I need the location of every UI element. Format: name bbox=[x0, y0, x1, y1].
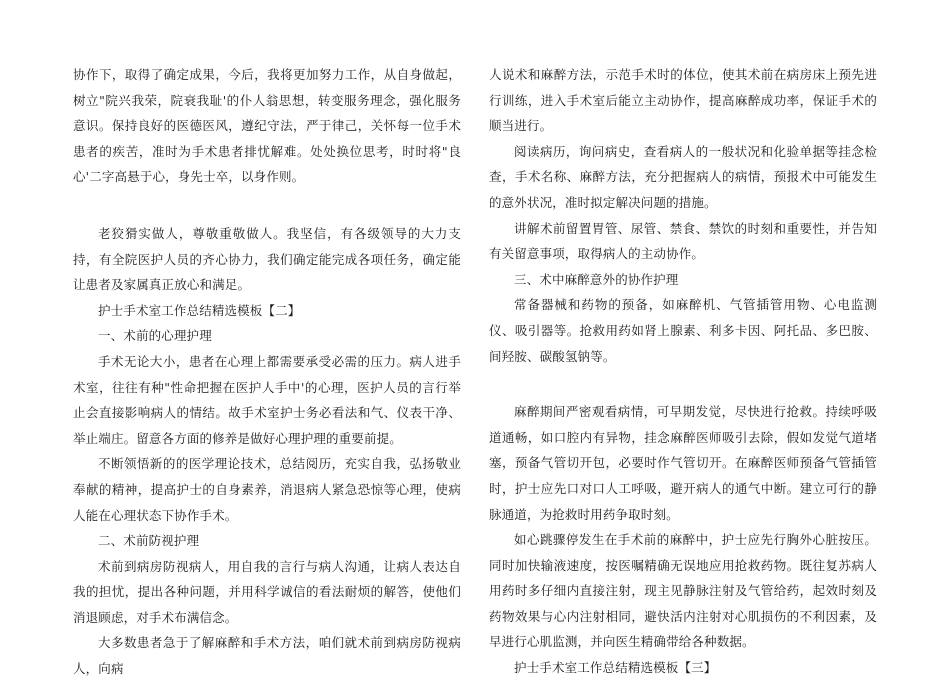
paragraph: 阅读病历，询问病史，查看病人的一般状况和化验单据等挂念检查，手术名称、麻醉方法，充分把握病人的病情，预报术中可能发生的意外状况，准时拟定解决问题的措施。 bbox=[489, 143, 877, 210]
paragraph: 老狡猾实做人，尊敬重敬做人。我坚信，有各级领导的大力支持，有全院医护人员的齐心协力，我们确定能完成各项任务，确定能让患者及家属真正放心和满足。 bbox=[73, 225, 461, 293]
subsection-heading: 三、术中麻醉意外的协作护理 bbox=[514, 271, 679, 287]
paragraph: 讲解术前留置胃管、尿管、禁食、禁饮的时刻和重要性，并告知有关留意事项，取得病人的主动协作。 bbox=[489, 220, 877, 262]
paragraph: 麻醉期间严密观看病情，可早期发觉，尽快进行抢救。持续呼吸道通畅，如口腔内有异物，挂念麻醉医师吸引去除，假如发觉气道堵塞，预备气管切开包，必要时作气管切开。在麻醉医师预备气管插管时，护士应先口对口人工呼吸，避开病人的通气中断。建立可行的静脉通道，为抢救时用药争取时刻。 bbox=[489, 404, 877, 522]
left-column bbox=[73, 62, 461, 682]
section-title: 护士手术室工作总结精选模板【二】 bbox=[98, 302, 301, 318]
section-title: 护士手术室工作总结精选模板【三】 bbox=[514, 660, 717, 676]
paragraph: 人说术和麻醉方法，示范手术时的体位，使其术前在病房床上预先进行训练，进入手术室后能立主动协作，提高麻醉成功率，保证手术的顺当进行。 bbox=[489, 67, 877, 134]
paragraph: 大多数患者急于了解麻醉和手术方法，咱们就术前到病房防视病人，向病 bbox=[73, 635, 461, 677]
paragraph: 术前到病房防视病人，用自我的言行与病人沟通，让病人表达自我的担忧，提出各种问题，并用科学诚信的看法耐烦的解答，使他们消退顾虑，对手术布满信念。 bbox=[73, 558, 461, 625]
paragraph: 如心跳骤停发生在手术前的麻醉中，护士应先行胸外心脏按压。同时加快输液速度，按医嘱精确无误地应用抢救药物。既往复苏病人用药时多仔细内直接注射，现主见静脉注射及气管给药，起效时刻及药物效果与心内注射相同，避快活内注射对心肌损伤的不利因素，及早进行心肌监测，并向医生精确带给各种数据。 bbox=[489, 532, 877, 650]
paragraph: 协作下，取得了确定成果，今后，我将更加努力工作，从自身做起，树立"院兴我荣，院衰我耻'的仆人翁思想，转变服务理念，强化服务意识。保持良好的医德医风，遵纪守法，严于律己，关怀每一位手术患者的疾苦，准时为手术患者排忧解难。处处换位思考，时时将"良心'二字高悬于心，身先士卒，以身作则。 bbox=[73, 67, 461, 185]
subsection-heading: 二、术前防视护理 bbox=[98, 533, 200, 549]
paragraph: 手术无论大小，患者在心理上都需要承受必需的压力。病人进手术室，往往有种"性命把握在医护人手中'的心理，医护人员的言行举止会直接影响病人的情结。故手术室护士务必看法和气、仪表干净、举止端庄。留意各方面的修养是做好心理护理的重要前提。 bbox=[73, 353, 461, 446]
paragraph: 不断领悟新的的医学理论技术，总结阅历，充实自我，弘扬敬业奉献的精神，提高护士的自身素养，消退病人紧急恐惊等心理，使病人能在心理状态下协作手术。 bbox=[73, 456, 461, 523]
paragraph: 常备器械和药物的预备，如麻醉机、气管插管用物、心电监测仪、吸引器等。抢救用药如肾上腺素、利多卡因、阿托品、多巴胺、间羟胺、碳酸氢钠等。 bbox=[489, 297, 877, 364]
right-column bbox=[489, 62, 877, 681]
subsection-heading: 一、术前的心理护理 bbox=[98, 328, 212, 344]
